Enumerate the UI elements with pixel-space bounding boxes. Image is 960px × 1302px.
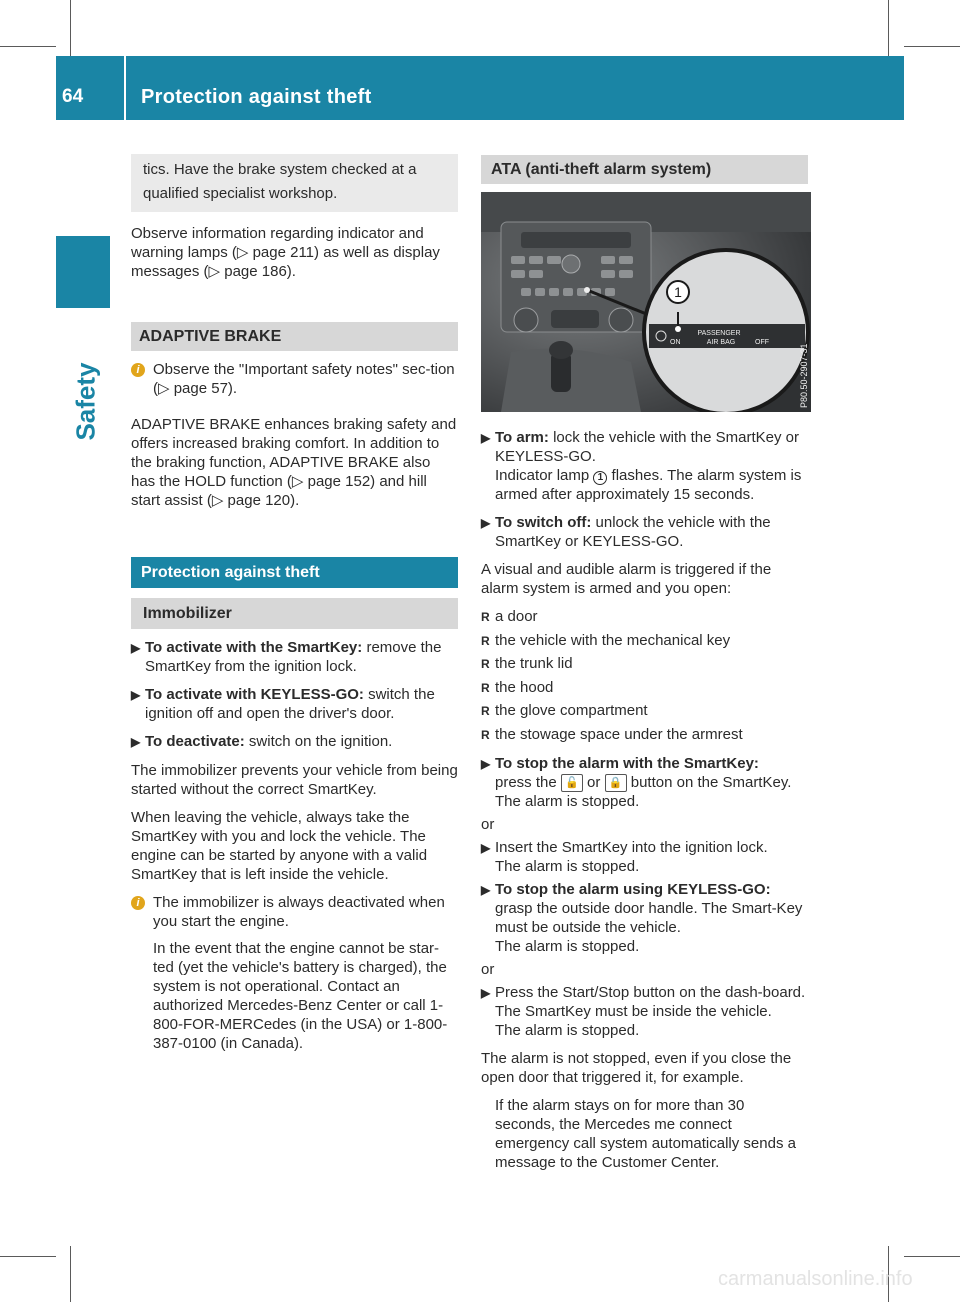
trigger-list — [481, 607, 808, 745]
figure-label-airbag: AIR BAG — [706, 339, 736, 346]
step-label: To activate with the SmartKey: — [145, 639, 363, 656]
step-text: Insert the SmartKey into the ignition lock. — [495, 838, 768, 856]
step-label: To deactivate: — [145, 733, 245, 750]
adaptive-brake-body: ADAPTIVE BRAKE enhances braking safety and offers increased braking comfort. In addition to the braking function, ADAPTIVE BRAKE also has the HOLD function (▷ page 152) and hill start assist (▷ page 120). — [131, 416, 457, 509]
crop-mark — [904, 1256, 960, 1257]
step-item — [481, 428, 808, 504]
arm-detail: Indicator lamp — [495, 467, 594, 484]
step-item — [131, 732, 458, 752]
list-item: R the stowage space under the armrest — [481, 725, 743, 743]
bullet-r-icon: R — [481, 657, 490, 671]
crop-mark — [904, 46, 960, 47]
info-note — [131, 360, 458, 406]
step-item — [131, 685, 458, 723]
arrow-right-icon: ▶ — [481, 516, 491, 530]
trigger-paragraph: A visual and audible alarm is triggered if the alarm system is armed and you open: — [481, 561, 772, 597]
arrow-right-icon: ▶ — [481, 840, 491, 855]
arrow-right-icon: ▶ — [481, 431, 491, 445]
chapter-tab — [56, 236, 110, 308]
step-label: To activate with KEYLESS-GO: — [145, 686, 364, 703]
arrow-right-icon: ▶ — [131, 688, 141, 702]
step-result: The alarm is stopped. — [495, 857, 640, 875]
step-label: To arm: — [495, 429, 549, 446]
list-item: R the hood — [481, 678, 554, 696]
figure-label-passenger: PASSENGER — [697, 330, 741, 337]
or-text: or — [481, 960, 495, 978]
crop-mark — [0, 46, 56, 47]
dashboard-illustration — [481, 192, 811, 412]
section-heading-protection: Protection against theft — [131, 557, 458, 588]
step-text: Press the Start/Stop button on the dash-board. The SmartKey must be inside the vehicle. — [495, 983, 806, 1020]
step-item — [481, 983, 808, 1040]
info-text: In the event that the engine cannot be star-ted (yet the vehicle's battery is charged), the system is not operational. Contact an authorized Mercedes-Benz Center or call 1-800-FOR-MERCedes (in the USA) or 1-800-387-0100 (in Canada). — [153, 940, 448, 1052]
arrow-right-icon: ▶ — [131, 641, 141, 655]
crop-mark — [70, 0, 71, 56]
step-text: lock the vehicle with the SmartKey or KEYLESS-GO. — [495, 429, 800, 465]
immobilizer-para: The immobilizer prevents your vehicle from being started without the correct SmartKey. — [131, 762, 458, 798]
arrow-right-icon: ▶ — [481, 756, 491, 771]
info-icon: i — [131, 363, 145, 377]
info-text: The immobilizer is always deactivated when you start the engine. — [153, 894, 445, 930]
arm-detail: flashes. The alarm system is armed after approximately 15 seconds. — [495, 467, 802, 503]
list-item: R a door — [481, 608, 538, 625]
header-divider — [124, 56, 126, 120]
immobilizer-para: When leaving the vehicle, always take the SmartKey with you and lock the vehicle. The engine can be started by anyone with a valid SmartKey that is left inside the vehicle. — [131, 809, 428, 883]
bullet-r-icon: R — [481, 680, 490, 695]
figure-code: P80.50-2907-31 — [799, 343, 809, 408]
figure-label-on: ON — [670, 339, 681, 346]
list-item: R the vehicle with the mechanical key — [481, 631, 731, 649]
step-text: remove the SmartKey from the ignition lock. — [145, 639, 442, 675]
list-item: R the trunk lid — [481, 655, 573, 672]
bullet-r-icon: R — [481, 727, 490, 742]
left-column — [131, 155, 458, 1070]
unlock-icon: 🔓 — [561, 774, 583, 792]
note-box: tics. Have the brake system checked at a qualified specialist workshop. — [131, 154, 458, 212]
callout-number-icon: 1 — [593, 471, 607, 485]
ata-heading: ATA (anti-theft alarm system) — [481, 155, 808, 184]
arrow-right-icon: ▶ — [481, 985, 491, 1000]
arrow-right-icon: ▶ — [481, 882, 491, 897]
step-text: grasp the outside door handle. The Smart-Key must be outside the vehicle. — [495, 899, 803, 936]
step-label: To switch off: — [495, 514, 592, 531]
info-text: Observe the "Important safety notes" sec-tion (▷ page 57). — [153, 361, 455, 397]
chapter-label: Safety — [70, 362, 101, 441]
lock-icon: 🔒 — [605, 774, 627, 792]
step-item: ▶ To stop the alarm with the SmartKey: press the 🔓 or 🔒 button on the SmartKey. The alarm is stopped. — [481, 754, 792, 810]
observe-paragraph: Observe information regarding indicator and warning lamps (▷ page 211) as well as display messages (▷ page 186). — [131, 225, 440, 280]
step-result: The alarm is stopped. — [495, 937, 640, 955]
bullet-r-icon: R — [481, 633, 490, 648]
figure-label-off: OFF — [755, 339, 769, 346]
watermark: carmanualsonline.info — [718, 1268, 913, 1290]
right-column — [481, 155, 808, 1181]
info-note — [131, 893, 458, 1061]
step-item — [481, 838, 808, 876]
crop-mark — [888, 0, 889, 56]
step-result: The alarm is stopped. — [495, 1021, 640, 1039]
crop-mark — [70, 1246, 71, 1302]
immobilizer-heading: Immobilizer — [131, 598, 458, 629]
dashboard-figure — [481, 192, 811, 412]
step-item — [481, 880, 808, 956]
step-text: unlock the vehicle with the SmartKey or KEYLESS-GO. — [495, 514, 771, 550]
arrow-right-icon: ▶ — [131, 735, 141, 749]
step-text: switch the ignition off and open the driver's door. — [145, 686, 435, 722]
step-item — [481, 513, 808, 551]
info-icon: i — [131, 896, 145, 910]
crop-mark — [0, 1256, 56, 1257]
adaptive-brake-heading: ADAPTIVE BRAKE — [131, 322, 458, 351]
step-text: switch on the ignition. — [244, 733, 393, 750]
or-text: or — [481, 815, 495, 833]
step-label: To stop the alarm using KEYLESS-GO: — [495, 880, 771, 898]
list-item: R the glove compartment — [481, 702, 648, 719]
final-paragraph: If the alarm stays on for more than 30 seconds, the Mercedes me connect emergency call system automatically sends a message to the Customer Center. — [495, 1096, 796, 1171]
figure-callout: 1 — [674, 284, 682, 300]
step-result: The alarm is stopped. — [495, 792, 640, 810]
page-number: 64 — [62, 86, 84, 107]
not-stopped-paragraph: The alarm is not stopped, even if you close the open door that triggered it, for example. — [481, 1049, 792, 1086]
step-item — [131, 638, 458, 676]
bullet-r-icon: R — [481, 704, 490, 718]
page-title: Protection against theft — [141, 86, 372, 108]
bullet-r-icon: R — [481, 610, 490, 624]
step-label: To stop the alarm with the SmartKey: — [495, 754, 759, 772]
